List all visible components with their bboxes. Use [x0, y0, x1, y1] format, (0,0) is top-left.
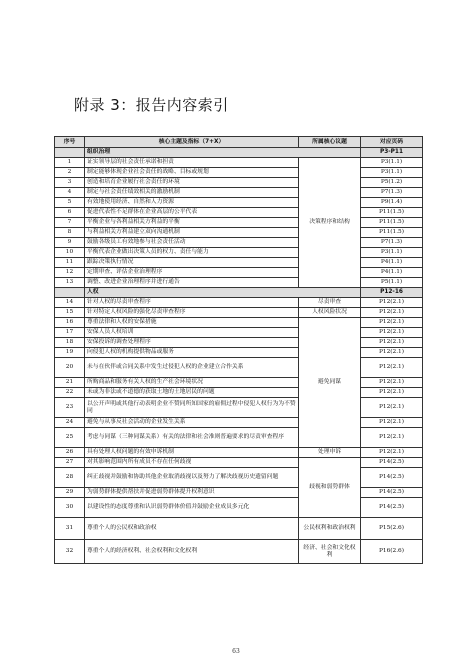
row-no: 13 — [55, 278, 85, 288]
row-core-issue: 经济、社会和文化权利 — [299, 540, 361, 564]
table-row — [55, 518, 423, 540]
section-row — [55, 288, 423, 298]
row-page: P15(2.6) — [361, 518, 423, 540]
row-no: 15 — [55, 308, 85, 318]
row-page: P14(2.5) — [361, 468, 423, 488]
row-page: P11(1.5) — [361, 228, 423, 238]
row-no: 8 — [55, 228, 85, 238]
row-indicator: 定期审查、评估企业治理程序 — [85, 268, 299, 278]
table-row — [55, 258, 423, 268]
row-page: P12(2.1) — [361, 428, 423, 448]
row-no: 11 — [55, 258, 85, 268]
row-no: 27 — [55, 458, 85, 468]
table-row — [55, 338, 423, 348]
table-row — [55, 218, 423, 228]
row-indicator: 避免与从事反社会活动的企业发生关系 — [85, 418, 299, 428]
row-indicator: 安保投诉的调查处理程序 — [85, 338, 299, 348]
row-page: P5(1.2) — [361, 178, 423, 188]
row-indicator: 以建设性的态度尊重和认识弱势群体价值并鼓励企业成员多元化 — [85, 498, 299, 518]
row-no: 29 — [55, 488, 85, 498]
row-indicator: 针对人权的尽责审查程序 — [85, 298, 299, 308]
table-row — [55, 298, 423, 308]
row-page: P16(2.6) — [361, 540, 423, 564]
row-page: P12(2.1) — [361, 358, 423, 378]
table-row — [55, 468, 423, 488]
row-indicator: 未与在伙伴或合同关系中发生过侵犯人权的企业建立合作关系 — [85, 358, 299, 378]
row-no: 19 — [55, 348, 85, 358]
row-no: 3 — [55, 178, 85, 188]
row-no: 25 — [55, 428, 85, 448]
row-page: P7(1.3) — [361, 238, 423, 248]
header-page: 对应页码 — [361, 137, 423, 148]
section-row — [55, 148, 423, 158]
table-row — [55, 168, 423, 178]
content-index-table — [54, 136, 423, 564]
section-name: 人权 — [85, 288, 361, 298]
row-no: 9 — [55, 238, 85, 248]
row-core-issue: 歧视和弱势群体 — [299, 458, 361, 518]
row-no: 28 — [55, 468, 85, 488]
section-no — [55, 288, 85, 298]
row-page: P4(1.1) — [361, 258, 423, 268]
section-pages: P3-P11 — [361, 148, 423, 158]
row-no: 26 — [55, 448, 85, 458]
table-row — [55, 318, 423, 328]
row-page: P12(2.1) — [361, 328, 423, 338]
row-no: 30 — [55, 498, 85, 518]
row-page: P11(1.5) — [361, 218, 423, 228]
table-row — [55, 178, 423, 188]
row-indicator: 所购商品和服务有关人权的生产社会环境状况 — [85, 378, 299, 388]
row-core-issue: 尽责审查 — [299, 298, 361, 308]
row-indicator: 跟踪决策执行情况 — [85, 258, 299, 268]
table-row — [55, 458, 423, 468]
row-indicator: 未或为非法或不道德的获取土地的土地居民的问题 — [85, 388, 299, 398]
row-indicator: 调整、改进企业治理程序并进行通告 — [85, 278, 299, 288]
table-row — [55, 348, 423, 358]
table-row — [55, 248, 423, 258]
row-page: P12(2.1) — [361, 318, 423, 328]
row-no: 22 — [55, 388, 85, 398]
table-row — [55, 428, 423, 448]
row-page: P12(2.1) — [361, 338, 423, 348]
row-no: 12 — [55, 268, 85, 278]
row-no: 14 — [55, 298, 85, 308]
row-no: 16 — [55, 318, 85, 328]
section-pages: P12-16 — [361, 288, 423, 298]
row-page: P14(2.5) — [361, 498, 423, 518]
row-indicator: 具有处理人权问题的有效申诉机制 — [85, 448, 299, 458]
row-page: P11(1.5) — [361, 208, 423, 218]
row-indicator: 为弱势群体提供帮扶并促进弱势群体提升权利意识 — [85, 488, 299, 498]
table-row — [55, 488, 423, 498]
page-title: 附录 3：报告内容索引 — [74, 96, 229, 114]
header-core-issue: 所属核心议题 — [299, 137, 361, 148]
table-row — [55, 238, 423, 248]
row-no: 17 — [55, 328, 85, 338]
row-indicator: 考虑与同谋（三种同谋关系）有关的法律和社会准则普遍要求的尽责审查程序 — [85, 428, 299, 448]
row-indicator: 平衡企业与各利益相关方利益的平衡 — [85, 218, 299, 228]
table-row — [55, 398, 423, 418]
table-row — [55, 158, 423, 168]
row-no: 5 — [55, 198, 85, 208]
table-row — [55, 198, 423, 208]
row-no: 2 — [55, 168, 85, 178]
table-row — [55, 308, 423, 318]
row-page: P12(2.1) — [361, 298, 423, 308]
row-indicator: 制定与社会责任绩效相关的激励机制 — [85, 188, 299, 198]
row-indicator: 安保人员人权培训 — [85, 328, 299, 338]
row-indicator: 尊重个人的公民权和政治权 — [85, 518, 299, 540]
table-row — [55, 448, 423, 458]
row-core-issue: 人权风险状况 — [299, 308, 361, 318]
table-row — [55, 278, 423, 288]
page-number: 63 — [232, 648, 240, 655]
row-page: P12(2.1) — [361, 378, 423, 388]
row-no: 21 — [55, 378, 85, 388]
row-page: P4(1.1) — [361, 268, 423, 278]
table-row — [55, 540, 423, 564]
table-row — [55, 418, 423, 428]
row-page: P3(1.1) — [361, 168, 423, 178]
row-page: P5(1.1) — [361, 278, 423, 288]
row-no: 1 — [55, 158, 85, 168]
row-no: 6 — [55, 208, 85, 218]
row-page: P12(2.1) — [361, 308, 423, 318]
table-row — [55, 378, 423, 388]
row-no: 23 — [55, 398, 85, 418]
row-core-issue: 决策程序和结构 — [299, 158, 361, 288]
row-page: P12(2.1) — [361, 348, 423, 358]
row-indicator: 针对特定人权风险的强化尽责审查程序 — [85, 308, 299, 318]
row-indicator: 尊重个人的经济权利、社会权利和文化权利 — [85, 540, 299, 564]
row-indicator: 创造和培育企业履行社会责任的环境 — [85, 178, 299, 188]
row-page: P12(2.1) — [361, 398, 423, 418]
table-row — [55, 268, 423, 278]
row-no: 20 — [55, 358, 85, 378]
table-row — [55, 228, 423, 238]
row-indicator: 向侵犯人权的机构提供物品或服务 — [85, 348, 299, 358]
row-indicator: 纠正歧视并鼓励和协助其他企业取消歧视以及努力了解决歧视历史遗留问题 — [85, 468, 299, 488]
row-indicator: 鼓励各级员工有效地参与社会责任活动 — [85, 238, 299, 248]
section-name: 组织治理 — [85, 148, 361, 158]
row-indicator: 尊重法律和人权的安保措施 — [85, 318, 299, 328]
row-page: P12(2.1) — [361, 448, 423, 458]
row-indicator: 促进代表性不足群体在企业高层的公平代表 — [85, 208, 299, 218]
row-indicator: 有效地使用经济、自然和人力资源 — [85, 198, 299, 208]
row-page: P12(2.1) — [361, 388, 423, 398]
row-page: P9(1.4) — [361, 198, 423, 208]
header-no: 序号 — [55, 137, 85, 148]
row-indicator: 对其影响范围内所有成员不存在任何歧视 — [85, 458, 299, 468]
row-core-issue: 避免同谋 — [299, 318, 361, 448]
table-row — [55, 208, 423, 218]
row-indicator: 制定能够体现企业社会责任的战略、目标或规划 — [85, 168, 299, 178]
row-indicator: 证实领导层的社会责任承诺和担责 — [85, 158, 299, 168]
row-no: 18 — [55, 338, 85, 348]
row-core-issue: 处理申诉 — [299, 448, 361, 458]
row-indicator: 平衡代表企业做出决策人员的权力、责任与能力 — [85, 248, 299, 258]
row-page: P12(2.1) — [361, 418, 423, 428]
table-row — [55, 358, 423, 378]
row-core-issue: 公民权利和政治权利 — [299, 518, 361, 540]
table-row — [55, 498, 423, 518]
row-no: 32 — [55, 540, 85, 564]
section-no — [55, 148, 85, 158]
row-page: P7(1.3) — [361, 188, 423, 198]
row-no: 4 — [55, 188, 85, 198]
row-page: P14(2.5) — [361, 488, 423, 498]
row-page: P14(2.5) — [361, 458, 423, 468]
table-row — [55, 328, 423, 338]
row-no: 24 — [55, 418, 85, 428]
table-header-row — [55, 137, 423, 148]
header-topic-indicator: 核心主题及指标（7+X） — [85, 137, 299, 148]
row-no: 7 — [55, 218, 85, 228]
row-no: 10 — [55, 248, 85, 258]
table-row — [55, 388, 423, 398]
table-row — [55, 188, 423, 198]
row-indicator: 以公开声明或其他行动表明企业不赞同所知国家的雇佣过程中侵犯人权行为为不赞同 — [85, 398, 299, 418]
row-page: P3(1.1) — [361, 158, 423, 168]
row-page: P3(1.1) — [361, 248, 423, 258]
row-no: 31 — [55, 518, 85, 540]
row-indicator: 与利益相关方利益建立双向沟通机制 — [85, 228, 299, 238]
